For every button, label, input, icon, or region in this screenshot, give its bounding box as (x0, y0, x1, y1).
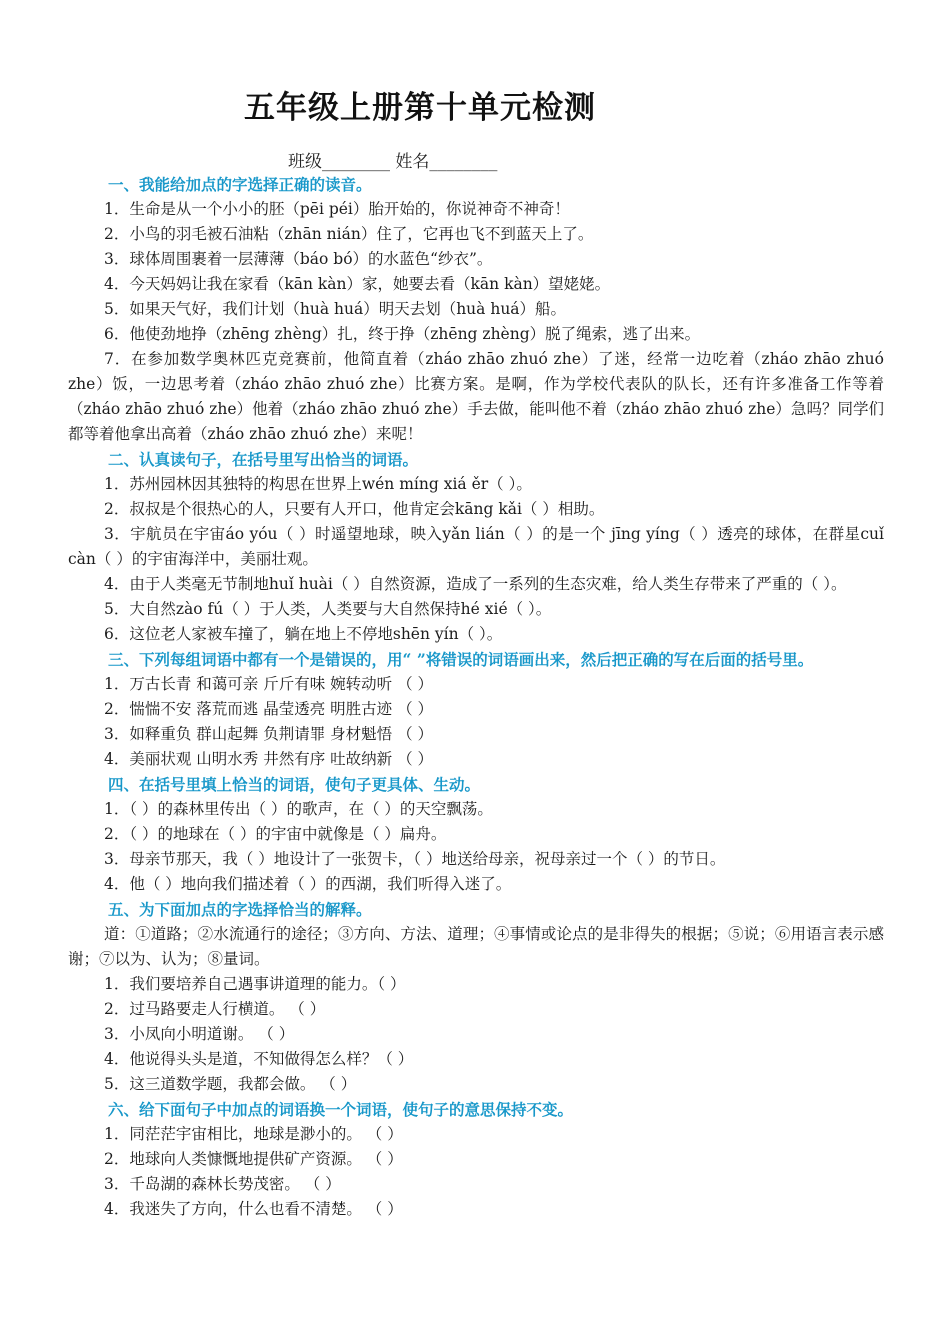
section-4-item: 2．（ ）的地球在（ ）的宇宙中就像是（ ）扁舟。 (104, 825, 447, 843)
section-1-item: 3．球体周围裹着一层薄薄（báo bó）的水蓝色“纱衣”。 (104, 250, 493, 268)
section-1-heading: 一、我能给加点的字选择正确的读音。 (108, 175, 372, 194)
section-4-item: 4．他（ ）地向我们描述着（ ）的西湖，我们听得入迷了。 (104, 875, 512, 893)
section-5-item: 3．小凤向小明道谢。 （ ） (104, 1025, 295, 1043)
section-5-item: 1．我们要培养自己遇事讲道理的能力。（ ） (104, 975, 406, 993)
section-3-item: 3．如释重负 群山起舞 负荆请罪 身材魁悟 （ ） (104, 725, 433, 743)
section-1-item: 2．小鸟的羽毛被石油粘（zhān nián）住了，它再也飞不到蓝天上了。 (104, 225, 594, 243)
section-2-item: 1．苏州园林因其独特的构思在世界上wén míng xiá ěr（ ）。 (104, 475, 532, 493)
section-2-item-paragraph: 3．宇航员在宇宙áo yóu（ ）时遥望地球，映入yǎn lián（ ）的是一个 jīng yíng（ ）透亮的球体，在群星cuǐ càn（ ）的宇宙海洋中，美丽壮观。 (68, 525, 884, 568)
class-name-fields: 班级________ 姓名________ (288, 152, 498, 172)
section-3-item: 4．美丽状观 山明水秀 井然有序 吐故纳新 （ ） (104, 750, 433, 768)
section-6-heading: 六、给下面句子中加点的词语换一个词语，使句子的意思保持不变。 (108, 1100, 574, 1119)
section-5-item: 2．过马路要走人行横道。 （ ） (104, 1000, 326, 1018)
section-2-heading: 二、认真读句子，在括号里写出恰当的词语。 (108, 450, 419, 469)
section-2-item: 6．这位老人家被车撞了，躺在地上不停地shēn yín（ ）。 (104, 625, 503, 643)
section-2-item: 5．大自然zào fú（ ）于人类，人类要与大自然保持hé xié（ ）。 (104, 600, 552, 618)
page-title: 五年级上册第十单元检测 (244, 90, 596, 126)
section-6-item: 4．我迷失了方向，什么也看不清楚。 （ ） (104, 1200, 403, 1218)
section-5-definitions: 道：①道路；②水流通行的途径；③方向、方法、道理；④事情或论点的是非得失的根据；⑤说；⑥用语言表示感谢；⑦以为、认为；⑧量词。 (68, 925, 884, 968)
section-3-heading: 三、下列每组词语中都有一个是错误的，用“ ”将错误的词语画出来，然后把正确的写在后面的括号里。 (108, 650, 814, 669)
section-4-item: 1．（ ）的森林里传出（ ）的歌声，在（ ）的天空飘荡。 (104, 800, 493, 818)
section-6-item: 3．千岛湖的森林长势茂密。 （ ） (104, 1175, 341, 1193)
section-4-item: 3．母亲节那天，我（ ）地设计了一张贺卡，（ ）地送给母亲，祝母亲过一个（ ）的节日。 (104, 850, 726, 868)
section-1-item: 6．他使劲地挣（zhēng zhèng）扎，终于挣（zhēng zhèng）脱了绳索，逃了出来。 (104, 325, 701, 343)
section-1-item: 1．生命是从一个小小的胚（pēi péi）胎开始的，你说神奇不神奇！ (104, 200, 570, 218)
section-1-item: 4．今天妈妈让我在家看（kān kàn）家，她要去看（kān kàn）望姥姥。 (104, 275, 611, 293)
section-3-item: 2．惴惴不安 落荒而逃 晶莹透亮 明胜古迹 （ ） (104, 700, 433, 718)
section-3-item: 1．万古长青 和蔼可亲 斤斤有味 婉转动听 （ ） (104, 675, 433, 693)
section-1-item: 5．如果天气好，我们计划（huà huá）明天去划（huà huá）船。 (104, 300, 567, 318)
section-1-item-paragraph: 7．在参加数学奥林匹克竞赛前，他简直着（zháo zhāo zhuó zhe）了迷，经常一边吃着（zháo zhāo zhuó zhe）饭，一边思考着（zháo zhāo zhuó zhe）比赛方案。是啊，作为学校代表队的队长，还有许多准备工作等着（zháo zhāo zhuó zhe）他着（zháo zhāo zhuó zhe）手去做，能叫他不着（zháo zhāo zhuó zhe）急吗？同学们都等着他拿出高着（zháo zhāo zhuó zhe）来呢！ (68, 350, 884, 443)
section-2-item-paragraph: 4．由于人类毫无节制地huǐ huài（ ）自然资源，造成了一系列的生态灾难，给人类生存带来了严重的（ ）。 (104, 575, 847, 593)
section-2-item: 2．叔叔是个很热心的人，只要有人开口，他肯定会kāng kǎi（ ）相助。 (104, 500, 605, 518)
section-6-item: 1．同茫茫宇宙相比，地球是渺小的。 （ ） (104, 1125, 403, 1143)
exam-body (68, 172, 884, 1222)
section-4-heading: 四、在括号里填上恰当的词语，使句子更具体、生动。 (108, 775, 481, 794)
section-5-item: 5．这三道数学题，我都会做。 （ ） (104, 1075, 357, 1093)
section-5-heading: 五、为下面加点的字选择恰当的解释。 (108, 900, 372, 919)
section-6-item: 2．地球向人类慷慨地提供矿产资源。 （ ） (104, 1150, 403, 1168)
section-5-item: 4．他说得头头是道，不知做得怎么样？（ ） (104, 1050, 414, 1068)
